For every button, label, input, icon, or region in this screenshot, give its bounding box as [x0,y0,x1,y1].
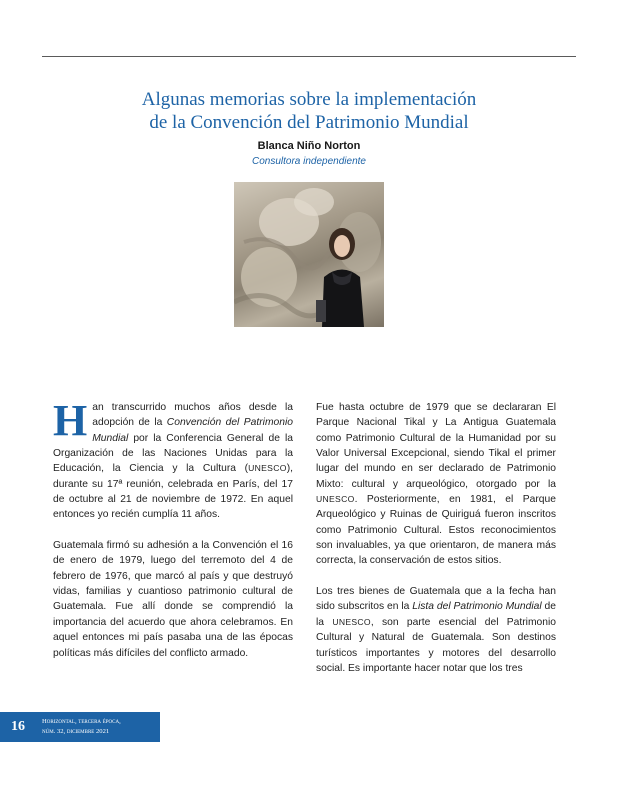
footer-bar [0,712,160,742]
author-photo-illustration [234,182,384,327]
title-line-2: de la Convención del Patrimonio Mundial [149,112,469,133]
article-title [0,88,618,134]
page-number: 16 [11,719,25,734]
journal-info-line-1: Horizontal, tercera época, [42,718,121,725]
title-line-1: Algunas memorias sobre la implementación [141,89,477,110]
author-affiliation: Consultora independiente [252,156,366,167]
left-column [53,396,293,676]
drop-cap: H [53,396,88,445]
top-rule [42,56,576,57]
paragraph: Fue hasta octubre de 1979 que se declararan El Parque Nacional Tikal y La Antigua Guatemala como Patrimonio Cultural de la Humanidad por su Valor Universal Excepcional, siendo Tikal el primer lugar del mundo en ser declarado de Patrimonio Mixto: cultural y arqueológico, otorgado por la UNESCO. Posteriormente, en 1981, el Parque Arqueológico y Ruinas de Quiriguá fueron inscritos como Patrimonio Cultural. Estos reconocimientos son invaluables, ya que orientaron, de manera más correcta, la conservación de estos sitios. [316,402,556,567]
paragraph: Han transcurrido muchos años desde la adopción de la Convención del Patrimonio Mundial por la Conferencia General de la Organización de las Naciones Unidas para la Educación, la Ciencia y la Cultura (UNESCO), durante su 17ª reunión, celebrada en París, del 17 de octubre al 21 de noviembre de 1972. En aquel entonces yo recién cumplía 11 años. [53,396,293,521]
right-column [316,400,556,692]
paragraph: Los tres bienes de Guatemala que a la fecha han sido subscritos en la Lista del Patrimonio Mundial de la UNESCO, son parte esencial del Patrimonio Cultural y Natural de Guatemala. Son destinos turísticos importantes y motores del desarrollo social. Es importante hacer notar que los tres [316,586,556,674]
author-name: Blanca Niño Norton [257,140,361,152]
paragraph: Guatemala firmó su adhesión a la Convención el 16 de enero de 1979, luego del terremoto del 4 de febrero de 1976, que marcó al país y que destruyó vidas, familias y cuantioso patrimonio cultural de Guatemala. Fue allí donde se comprendió la importancia del acuerdo que ahora celebramos. En aquel entonces mi país pasaba una de las épocas políticas más difíciles del conflicto armado. [53,540,293,659]
author-photo [234,182,384,327]
journal-info-line-2: núm. 32, diciembre 2021 [42,728,110,735]
journal-info [42,717,121,737]
